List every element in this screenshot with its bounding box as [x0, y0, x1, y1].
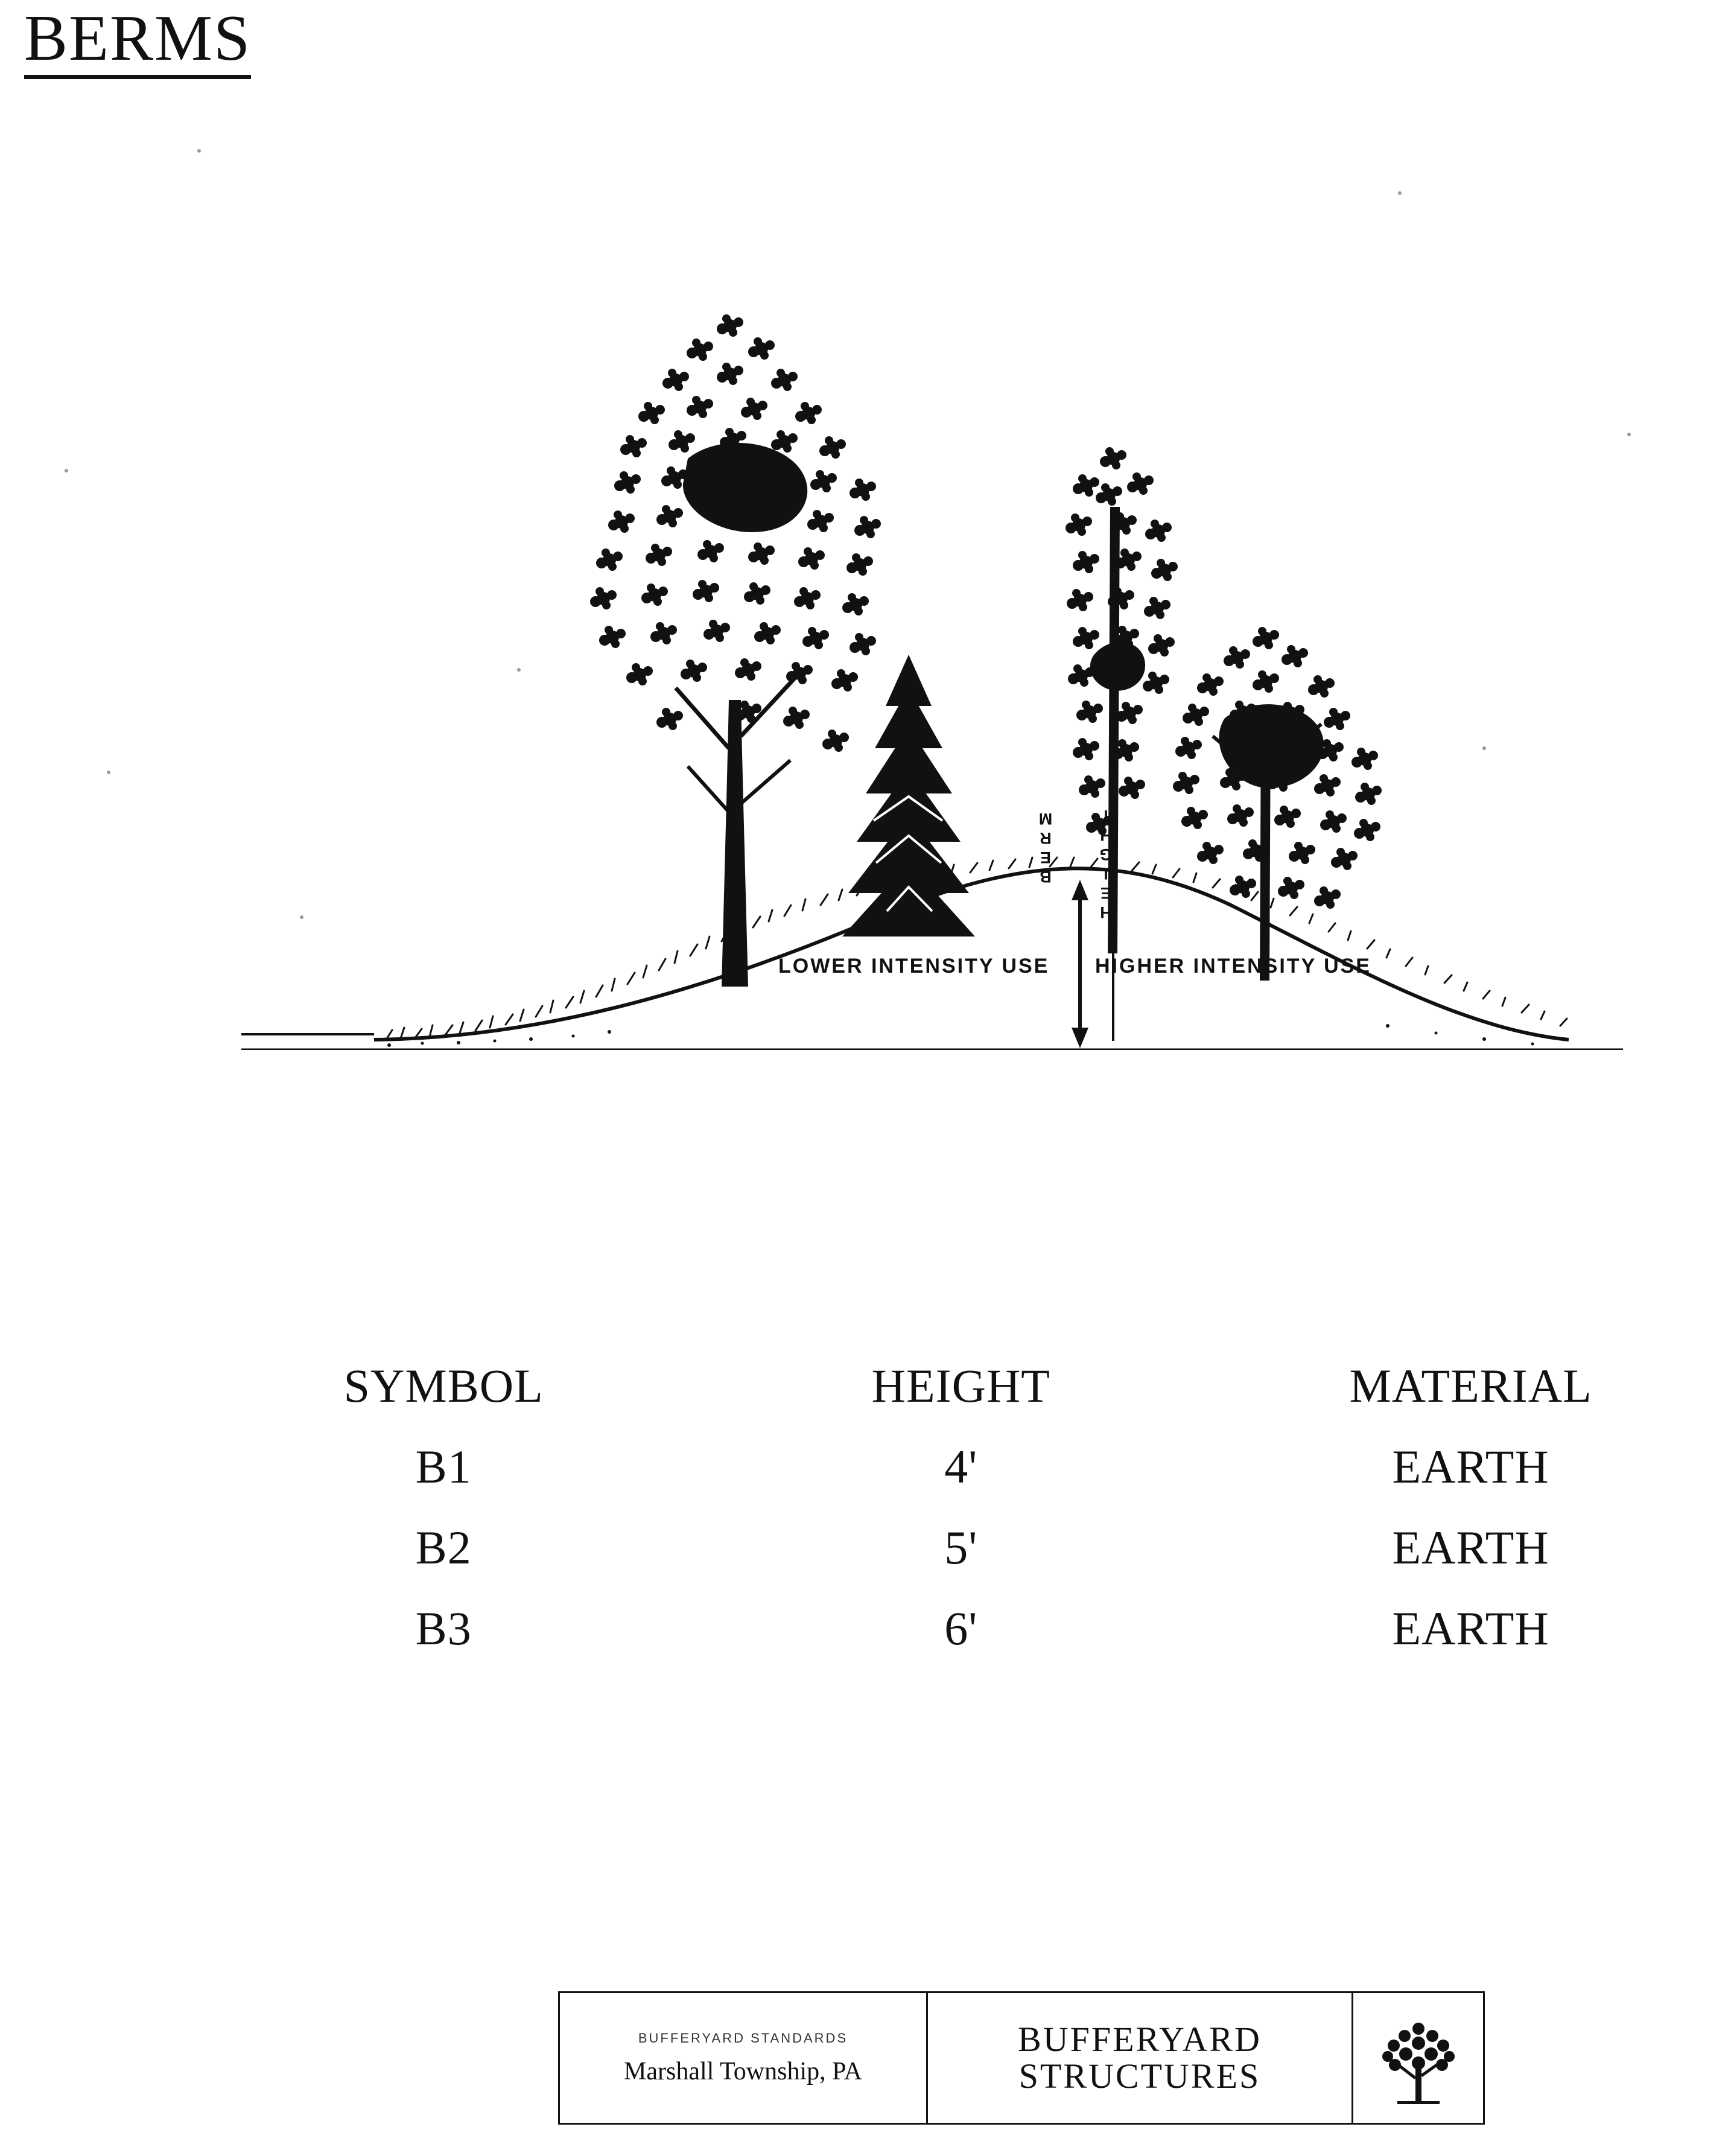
cell-material: EARTH [1392, 1521, 1549, 1574]
caption-lower-intensity-use: LOWER INTENSITY USE [778, 955, 1050, 978]
cell-height: 6' [944, 1602, 978, 1655]
cell-material: EARTH [1392, 1602, 1549, 1655]
caption-higher-intensity-use: HIGHER INTENSITY USE [1095, 955, 1371, 978]
page-speckles [65, 149, 1631, 919]
table-row [181, 1507, 1726, 1588]
column-header-symbol: SYMBOL [343, 1359, 544, 1412]
cell-height: 5' [944, 1521, 978, 1574]
column-header-material: MATERIAL [1349, 1359, 1592, 1412]
berm-height-label-line1: BERM [1037, 809, 1055, 886]
column-header-height: HEIGHT [871, 1359, 1050, 1412]
sheet-title-line1: BUFFERYARD [1018, 2019, 1262, 2059]
table-row [181, 1588, 1726, 1669]
berm-spec-table [181, 1346, 1726, 1669]
tree-conifer [842, 655, 975, 936]
table-row [181, 1426, 1726, 1507]
cell-symbol: B3 [415, 1602, 472, 1655]
berm-height-dimension [1072, 880, 1088, 1048]
tree-large-deciduous [590, 314, 881, 987]
berm-drawing-svg [0, 109, 1731, 1050]
berm-base-texture [387, 1024, 1534, 1047]
drawing-title-block [558, 1991, 1485, 2125]
table-header-row [181, 1346, 1726, 1426]
township-label: Marshall Township, PA [624, 2057, 862, 2085]
cell-material: EARTH [1392, 1440, 1549, 1493]
bufferyard-standards-label: BUFFERYARD STANDARDS [638, 2030, 848, 2046]
cell-symbol: B1 [415, 1440, 472, 1493]
berm-grass-texture [386, 857, 1567, 1040]
title-block-logo [1353, 1993, 1483, 2123]
title-block-sheet-title [928, 1993, 1353, 2123]
berm-height-label-line2: HEIGHT [1097, 806, 1115, 921]
sheet-title-line2: STRUCTURES [1018, 2056, 1261, 2096]
page-title: BERMS [24, 6, 251, 79]
cell-symbol: B2 [415, 1521, 472, 1574]
tree-icon [1373, 2006, 1464, 2114]
cell-height: 4' [944, 1440, 978, 1493]
berm-section-illustration [0, 109, 1731, 1050]
title-block-source [560, 1993, 928, 2123]
